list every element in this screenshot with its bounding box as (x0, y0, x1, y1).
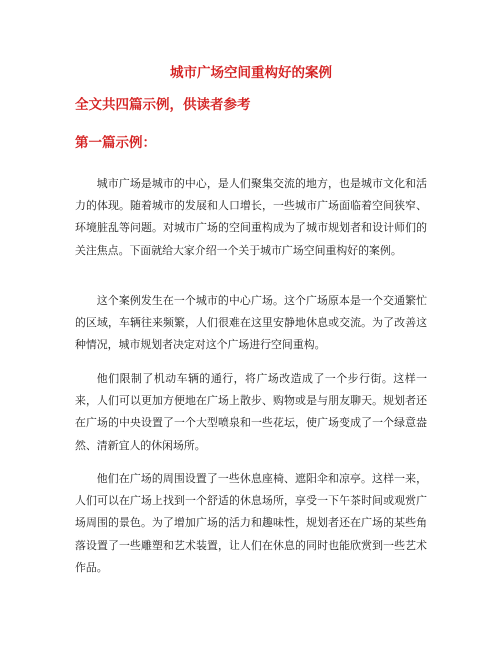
body-paragraph-3: 他们限制了机动车辆的通行，将广场改造成了一个步行街。这样一来，人们可以更加方便地在广场上散步、购物或是与朋友聊天。规划者还在广场的中央设置了一个大型喷泉和一些花坛，使广场变成了一个绿意盎然、清新宜人的休闲场所。 (75, 372, 427, 452)
body-paragraph-1: 城市广场是城市的中心，是人们聚集交流的地方，也是城市文化和活力的体现。随着城市的发展和人口增长，一些城市广场面临着空间狭窄、环境脏乱等问题。对城市广场的空间重构成为了城市规划者和设计师们的关注焦点。下面就给大家介绍一个关于城市广场空间重构好的案例。 (75, 177, 427, 257)
section-heading: 第一篇示例： (75, 135, 156, 151)
document-subtitle: 全文共四篇示例，供读者参考 (75, 97, 251, 113)
body-paragraph-2: 这个案例发生在一个城市的中心广场。这个广场原本是一个交通繁忙的区域，车辆往来频繁，人们很难在这里安静地休息或交流。为了改善这种情况，城市规划者决定对这个广场进行空间重构。 (75, 294, 427, 352)
body-paragraph-4: 他们在广场的周围设置了一些休息座椅、遮阳伞和凉亭。这样一来，人们可以在广场上找到一个舒适的休息场所，享受一下午茶时间或观赏广场周围的景色。为了增加广场的活力和趣味性，规划者还在广场的某些角落设置了一些雕塑和艺术装置，让人们在休息的同时也能欣赏到一些艺术作品。 (75, 472, 427, 574)
document-title: 城市广场空间重构好的案例 (170, 65, 332, 81)
